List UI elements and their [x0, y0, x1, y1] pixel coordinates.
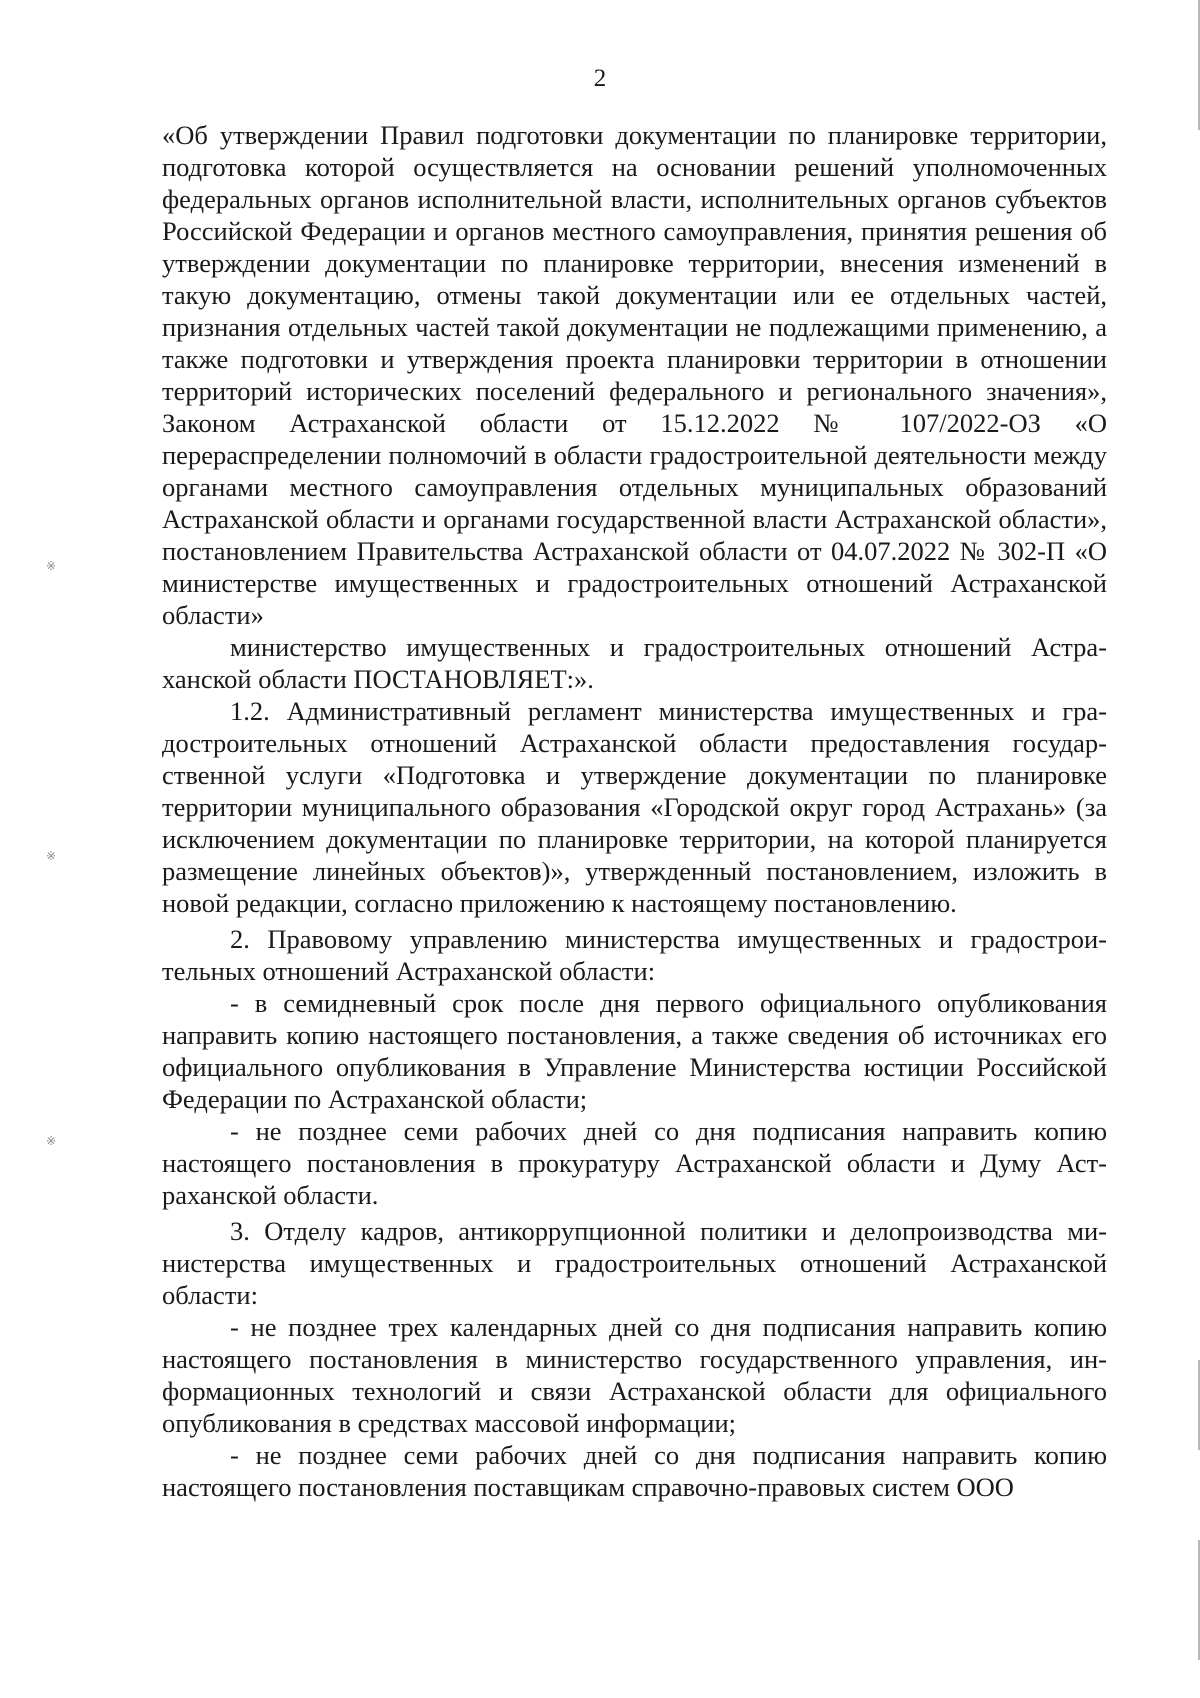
paragraph-clause-3-item-1: - не позднее трех календарных дней со дня подписания направить копию настоящего постановления в министерство государственного управления, информационных технологий и связи Астраханской области для официального опубликования в средствах массовой информации;: [162, 1312, 1107, 1438]
scan-speck: ※: [46, 559, 57, 573]
scan-speck: ※: [46, 849, 57, 863]
paragraph-clause-1-2: 1.2. Административный регламент министерства имущественных и градостроительных отношений Астраханской области предоставления государственной услуги «Подготовка и утверждение документации по планировке территории муниципального образования «Городской округ город Астрахань» (за исключением документации по планировке территории, на которой планируется размещение линейных объектов)», утвержденный постановлением, изложить в новой редакции, согласно приложению к настоящему постановлению.: [162, 696, 1107, 918]
paragraph-clause-2-item-1: - в семидневный срок после дня первого официального опубликования направить копию настоящего постановления, а также сведения об источниках его официального опубликования в Управление Министерства юстиции Российской Федерации по Астраханской области;: [162, 988, 1107, 1114]
paragraph-clause-3: 3. Отделу кадров, антикоррупционной политики и делопроизводства министерства имущественных и градостроительных отношений Астраханской области:: [162, 1216, 1107, 1310]
paragraph-clause-2: 2. Правовому управлению министерства имущественных и градостроительных отношений Астраханской области:: [162, 924, 1107, 986]
paragraph-intro-continuation: «Об утверждении Правил подготовки документации по планировке территории, подготовка которой осуществляется на основании решений уполномоченных федеральных органов исполнительной власти, исполнительных органов субъектов Российской Федерации и органов местного самоуправления, принятия решения об утверждении документации по планировке территории, внесения изменений в такую документацию, отмены такой документации или ее отдельных частей, признания отдельных частей такой документации не подлежащими применению, а также подготовки и утверждения проекта планировки территории в отношении территорий исторических поселений федерального и регионального значения», Законом Астраханской области от 15.12.2022 № 107/2022-ОЗ «О перераспределении полномочий в области градостроительной деятельности между органами местного самоуправления отдельных муниципальных образований Астраханской области и органами государственной власти Астраханской области», постановлением Правительства Астраханской области от 04.07.2022 № 302-П «О министерстве имущественных и градостроительных отношений Астраханской области»: [162, 120, 1107, 630]
paragraph-clause-3-item-2: - не позднее семи рабочих дней со дня подписания направить копию настоящего постановления поставщикам справочно-правовых систем ООО: [162, 1440, 1107, 1502]
paragraph-ministry-resolves: министерство имущественных и градостроительных отношений Астраханской области ПОСТАНОВЛЯЕТ:».: [162, 632, 1107, 694]
scan-speck: ※: [46, 1134, 57, 1148]
document-body: [162, 119, 1107, 1503]
page-number: 2: [593, 65, 607, 92]
paragraph-clause-2-item-2: - не позднее семи рабочих дней со дня подписания направить копию настоящего постановления в прокуратуру Астраханской области и Думу Астраханской области.: [162, 1116, 1107, 1210]
